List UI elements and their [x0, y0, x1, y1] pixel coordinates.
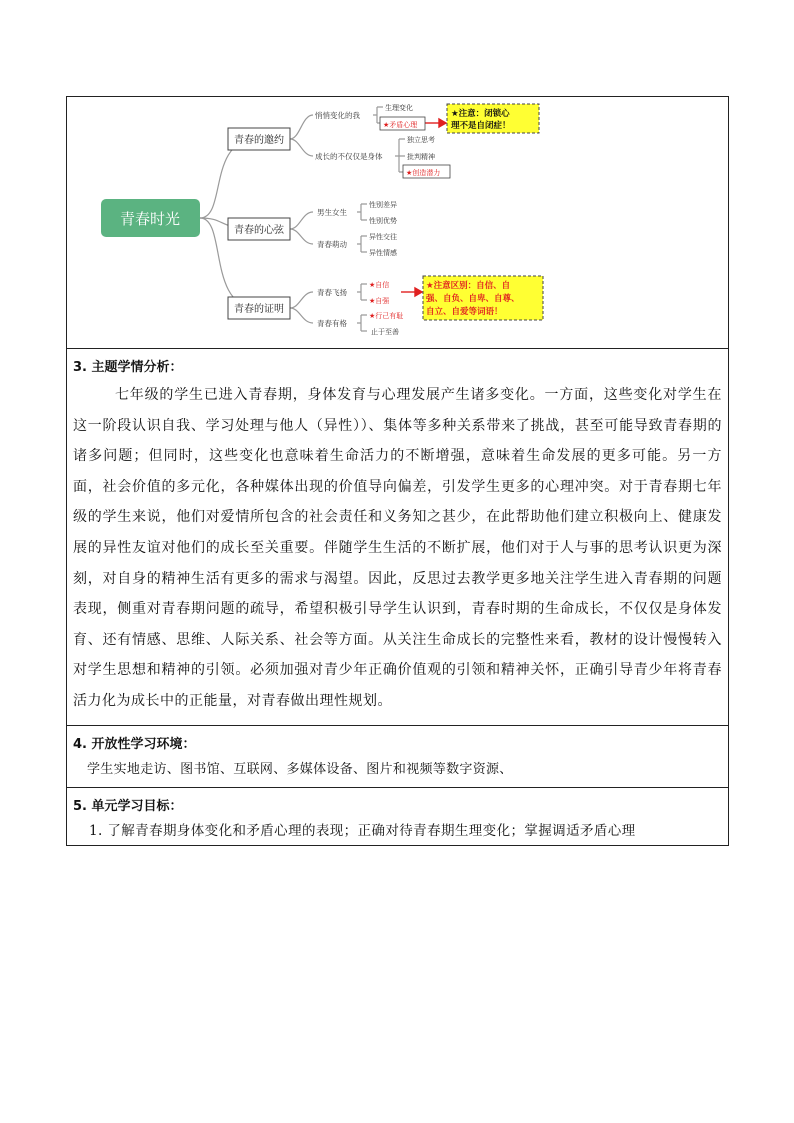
connector-b1-c2 — [290, 139, 313, 156]
note-2-line-1: ★注意区别：自信、自 — [426, 281, 511, 291]
connector-b3-c1 — [290, 292, 313, 308]
arrow-head-1 — [439, 119, 446, 127]
child-label-3: 男生女生 — [317, 208, 347, 217]
branch-label-2: 青春的心弦 — [234, 225, 284, 236]
goal-item-1: 1. 了解青春期身体变化和矛盾心理的表现；正确对待青春期生理变化；掌握调适矛盾心理 — [89, 822, 636, 839]
leaf-label: 止于至善 — [371, 328, 399, 336]
leaf-label: 批判精神 — [407, 153, 435, 161]
leaf-label-highlight: ★创造潜力 — [406, 169, 441, 177]
analysis-section — [67, 349, 728, 726]
environment-section — [67, 726, 728, 788]
connector-b2-c1 — [290, 212, 313, 229]
branch-label-1: 青春的邀约 — [234, 135, 284, 146]
leaf-label: 独立思考 — [407, 136, 435, 144]
connector-b1-c1 — [290, 115, 313, 139]
leaf-label: 性别优势 — [369, 217, 397, 225]
leaf-label-highlight: ★自强 — [369, 297, 390, 305]
connector-c6-leaves — [357, 315, 367, 331]
note-2-line-3: 自立、自爱等词语！ — [426, 307, 503, 317]
leaf-label: 异性交往 — [369, 233, 397, 241]
child-label-6: 青春有格 — [317, 319, 347, 328]
connector-c3-leaves — [357, 204, 367, 220]
connector-b3-c2 — [290, 308, 313, 323]
leaf-label-highlight: ★行己有耻 — [369, 312, 404, 320]
analysis-text: 七年级的学生已进入青春期，身体发育与心理发展产生诸多变化。一方面，这些变化对学生在这一阶段认识自我、学习处理与他人（异性））、集体等多种关系带来了挑战，甚至可能导致青春期的诸多问题；但同时，这些变化也意味着生命活力的不断增强，意味着生命发展的更多可能。另一方面，社会价值的多元化，各种媒体出现的价值导向偏差，引发学生更多的心理冲突。对于青春期七年级的学生来说，他们对爱情所包含的社会责任和义务知之甚少，在此帮助他们建立积极向上、健康发展的异性友谊对他们的成长至关重要。伴随学生生活的不断扩展，他们对于人与事的思考认识更为深刻，对自身的精神生活有更多的需求与渴望。因此，反思过去教学更多地关注学生进入青春期的问题表现，侧重对青春期问题的疏导，希望积极引导学生认识到，青春时期的生命成长，不仅仅是身体发育、还有情感、思维、人际关系、社会等方面。从关注生命成长的完整性来看，教材的设计慢慢转入对学生思想和精神的引领。必须加强对青少年正确价值观的引领和精神关怀，正确引导青少年将青春活力化为成长中的正能量，对青春做出理性规划。 — [73, 387, 722, 709]
connector-c5-leaves — [357, 284, 367, 300]
document-table — [66, 96, 729, 846]
connector-c4-leaves — [357, 236, 367, 252]
connector-b2-c2 — [290, 229, 313, 244]
note-arrows — [401, 119, 446, 296]
mindmap-root-label: 青春时光 — [119, 210, 181, 228]
leaf-label-highlight: ★自信 — [369, 281, 390, 289]
note-2-line-2: 强、自负、自卑、自尊、 — [426, 294, 520, 304]
arrow-head-2 — [415, 288, 422, 296]
child-label-1: 悄悄变化的我 — [315, 111, 360, 120]
leaf-label: 生理变化 — [385, 104, 413, 112]
mindmap-cell — [67, 97, 728, 349]
note-1-line-2: 理不是自闭症！ — [451, 121, 511, 131]
child-label-5: 青春飞扬 — [317, 288, 347, 297]
child-label-4: 青春萌动 — [317, 240, 347, 249]
mindmap — [67, 97, 728, 348]
branch-label-3: 青春的证明 — [234, 304, 284, 315]
analysis-title: 3. 主题学情分析： — [73, 360, 183, 375]
note-1-line-1: ★注意：闭锁心 — [451, 109, 510, 119]
leaf-label: 性别差异 — [369, 201, 397, 209]
goals-title: 5. 单元学习目标： — [73, 798, 183, 814]
environment-title: 4. 开放性学习环境： — [73, 736, 196, 752]
child-label-2: 成长的不仅仅是身体 — [315, 152, 383, 161]
environment-text: 学生实地走访、图书馆、互联网、多媒体设备、图片和视频等数字资源、 — [87, 761, 513, 777]
leaf-label: 异性情感 — [369, 249, 397, 257]
leaf-label-highlight: ★矛盾心理 — [383, 121, 418, 129]
goals-section — [67, 788, 728, 845]
connector-root-b1 — [200, 139, 257, 218]
